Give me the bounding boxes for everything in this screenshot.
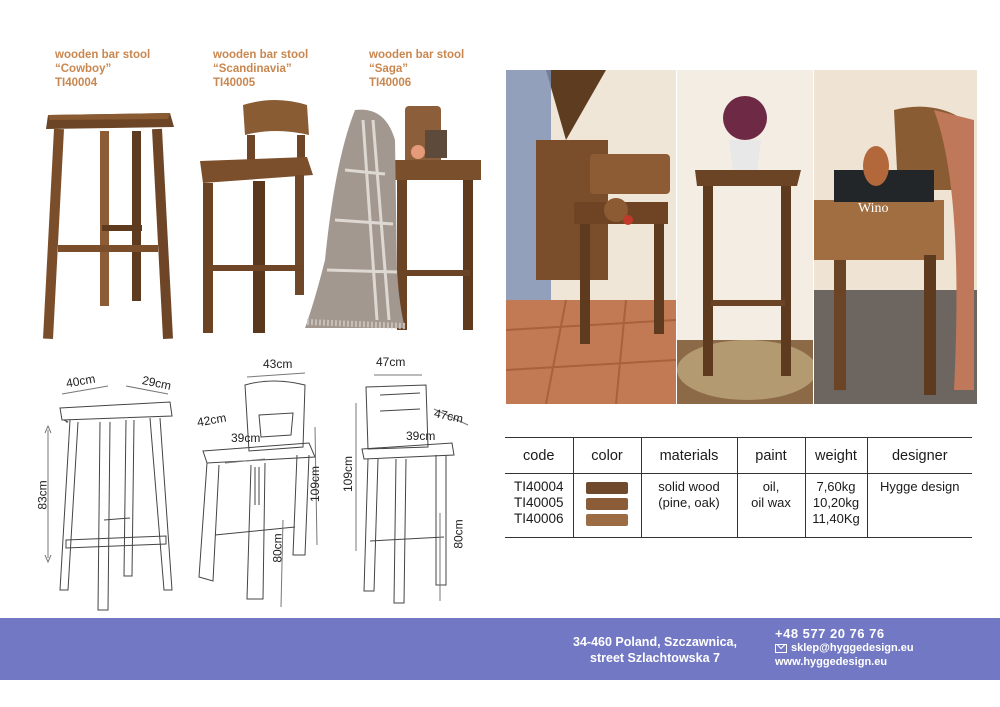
address xyxy=(555,634,755,666)
scandinavia-seat-width: 39cm xyxy=(231,431,261,445)
email-link[interactable]: sklep@hyggedesign.eu xyxy=(791,642,914,654)
cowboy-height: 83cm xyxy=(35,480,50,510)
cowboy-top-depth: 29cm xyxy=(140,373,173,393)
weight-value: 10,20kg xyxy=(812,495,860,510)
table-row xyxy=(505,474,972,538)
spec-table xyxy=(505,437,972,538)
product-name: “Saga” xyxy=(369,63,408,75)
saga-drawing xyxy=(340,355,480,615)
weight-value: 7,60kg xyxy=(816,479,856,494)
product-type: wooden bar stool xyxy=(369,49,465,61)
saga-seat-height: 80cm xyxy=(451,519,466,549)
color-cell xyxy=(573,474,641,538)
materials-line: solid wood xyxy=(658,479,720,494)
cowboy-stool-photo xyxy=(40,105,180,345)
saga-seat-width: 39cm xyxy=(406,429,436,443)
address-line: 34-460 Poland, Szczawnica, xyxy=(573,635,737,649)
book-title-text: Wino xyxy=(858,201,889,216)
code-value: TI40006 xyxy=(513,511,564,526)
header-color: color xyxy=(573,438,641,474)
weight-cell xyxy=(805,474,867,538)
header-designer: designer xyxy=(867,438,972,474)
address-line: street Szlachtowska 7 xyxy=(590,651,720,665)
code-value: TI40004 xyxy=(513,479,564,494)
materials-line: (pine, oak) xyxy=(658,495,720,510)
product-type: wooden bar stool xyxy=(213,49,309,61)
scandinavia-drawing xyxy=(185,355,335,615)
paint-line: oil, xyxy=(762,479,780,494)
mail-icon xyxy=(775,644,787,653)
product-name: “Scandinavia” xyxy=(213,63,292,75)
product-code: TI40005 xyxy=(213,77,256,89)
code-value: TI40005 xyxy=(513,495,564,510)
cowboy-top-width: 40cm xyxy=(65,371,97,391)
product-code: TI40004 xyxy=(55,77,98,89)
product-code: TI40006 xyxy=(369,77,412,89)
code-cell xyxy=(505,474,573,538)
designer-cell: Hygge design xyxy=(867,474,972,538)
scandinavia-back-width: 43cm xyxy=(263,357,293,371)
saga-stool-photo xyxy=(285,100,485,340)
product-label-saga xyxy=(369,48,464,90)
email-row xyxy=(775,641,914,655)
phone-number[interactable]: +48 577 20 76 76 xyxy=(775,626,885,641)
product-type: wooden bar stool xyxy=(55,49,151,61)
header-materials: materials xyxy=(641,438,737,474)
header-code: code xyxy=(505,438,573,474)
interior-photo-2 xyxy=(677,70,813,404)
scandinavia-seat-height: 80cm xyxy=(270,533,285,563)
interior-photo-1 xyxy=(506,70,676,404)
product-name: “Cowboy” xyxy=(55,63,112,75)
product-label-scandinavia xyxy=(213,48,308,90)
saga-height: 109cm xyxy=(341,455,356,493)
header-paint: paint xyxy=(737,438,805,474)
table-header-row xyxy=(505,438,972,474)
weight-value: 11,40Kg xyxy=(812,511,860,526)
contact-info xyxy=(775,627,914,669)
product-label-cowboy xyxy=(55,48,150,90)
saga-back-width: 47cm xyxy=(376,355,406,369)
materials-cell xyxy=(641,474,737,538)
color-swatch xyxy=(586,514,628,526)
header-weight: weight xyxy=(805,438,867,474)
scandinavia-height: 109cm xyxy=(308,465,323,503)
cowboy-drawing xyxy=(35,360,190,615)
scandinavia-seat-depth: 42cm xyxy=(196,410,228,430)
interior-photo-3 xyxy=(814,70,977,404)
footer-bar xyxy=(0,618,1000,680)
color-swatch xyxy=(586,482,628,494)
color-swatch xyxy=(586,498,628,510)
saga-seat-depth: 47cm xyxy=(432,406,465,426)
website-link[interactable]: www.hyggedesign.eu xyxy=(775,656,888,668)
paint-cell xyxy=(737,474,805,538)
paint-line: oil wax xyxy=(751,495,791,510)
